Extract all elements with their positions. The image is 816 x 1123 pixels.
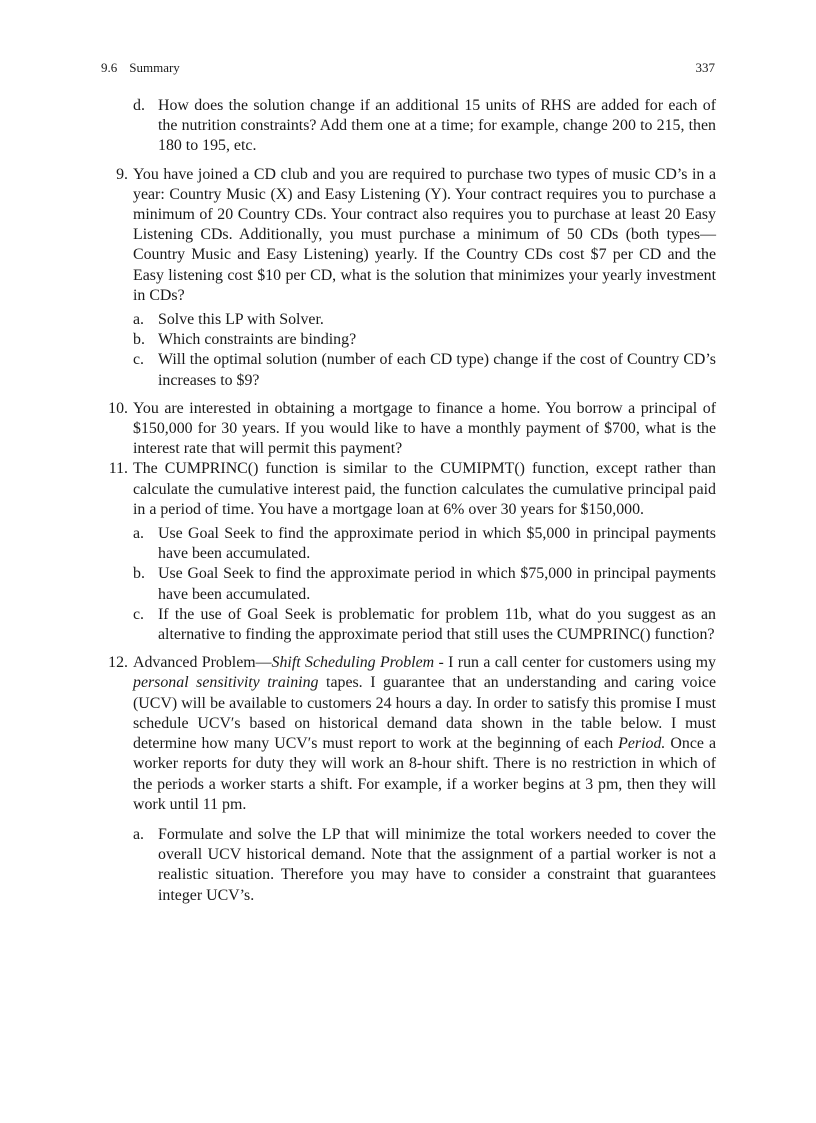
- exercise-12: [101, 653, 716, 905]
- exercise-number: 10.: [108, 399, 128, 417]
- exercise-12a: [133, 825, 716, 906]
- sub-item-label: c.: [133, 605, 145, 623]
- exercise-11a: [133, 524, 716, 564]
- sub-item-text: How does the solution change if an additional 15 units of RHS are added for each of the nutrition constraints? Add them one at a time; for example, change 200 to 215, then 180 to 195, etc.: [158, 97, 716, 155]
- exercise-intro: Advanced Problem—: [133, 654, 272, 672]
- sub-item-text: Will the optimal solution (number of each CD type) change if the cost of Country CD’s increases to $9?: [158, 351, 716, 389]
- sub-item-label: a.: [133, 311, 145, 329]
- section-number: 9.6: [101, 60, 118, 75]
- problem-title: Shift Scheduling Problem: [271, 654, 435, 672]
- sub-item-label: b.: [133, 565, 145, 583]
- sub-item-label: d.: [133, 97, 145, 114]
- sub-item-text: Use Goal Seek to find the approximate period in which $75,000 in principal payments have been accumulated.: [158, 565, 716, 603]
- exercise-number: 9.: [116, 165, 128, 183]
- exercise-text: You have joined a CD club and you are required to purchase two types of music CD’s in a year: Country Music (X) and Easy Listening (Y). Your contract requires you to purchase a minimum of 20 Country CDs. Your contract also requires you to purchase at least 20 Easy Listening CDs. Additionally, you must purchase a minimum of 50 CDs (both types—Country Music and Easy Listening) yearly. If the Country CDs cost $7 per CD and the Easy listening cost $10 per CD, what is the solution that minimizes your yearly investment in CDs?: [133, 165, 716, 304]
- sub-item-text: Solve this LP with Solver.: [158, 311, 324, 329]
- exercise-11b: [133, 564, 716, 604]
- exercise-9b: [133, 330, 716, 350]
- sub-item-text: Use Goal Seek to find the approximate period in which $5,000 in principal payments have been accumulated.: [158, 525, 716, 563]
- exercise-9: [101, 165, 716, 391]
- section-heading: [101, 60, 180, 76]
- sub-item-label: a.: [133, 825, 145, 843]
- running-header: [101, 60, 715, 80]
- exercise-9a: [133, 310, 716, 330]
- sub-item-text: Which constraints are binding?: [158, 331, 357, 349]
- exercise-number: 11.: [108, 460, 128, 478]
- sub-item-label: b.: [133, 331, 145, 349]
- italic-phrase: personal sensitivity training: [133, 674, 319, 692]
- section-title: Summary: [129, 60, 180, 75]
- sub-item-text: Formulate and solve the LP that will minimize the total workers needed to cover the overall UCV historical demand. Note that the assignment of a partial worker is not a realistic situation. Therefore you may have to consider a constraint that guarantees integer UCV’s.: [158, 825, 716, 904]
- text-segment: Once a worker reports for duty they will work an 8-hour shift. There is no restriction in which of the periods a worker starts a shift. For example, if a worker begins at 3 pm, then they will work until 11 pm.: [133, 735, 717, 813]
- exercise-8-continued: [101, 96, 716, 157]
- exercise-11c: [133, 605, 716, 645]
- page-body: [101, 96, 716, 906]
- page-number: 337: [695, 60, 715, 75]
- exercise-number: 12.: [108, 654, 128, 672]
- sub-item-label: c.: [133, 351, 145, 369]
- exercise-text: The CUMPRINC() function is similar to the CUMIPMT() function, except rather than calculate the cumulative interest paid, the function calculates the cumulative principal paid in a period of time. You have a mortgage loan at 6% over 30 years for $150,000.: [133, 460, 716, 518]
- exercise-text: [133, 653, 716, 815]
- exercise-9c: [133, 350, 716, 390]
- sub-item-text: If the use of Goal Seek is problematic for problem 11b, what do you suggest as an alternative to finding the approximate period that still uses the CUMPRINC() function?: [158, 605, 716, 644]
- exercise-11: [101, 459, 716, 645]
- exercise-text: You are interested in obtaining a mortgage to finance a home. You borrow a principal of $150,000 for 30 years. If you would like to have a monthly payment of $700, what is the interest rate that will permit this payment?: [133, 399, 716, 458]
- sub-item-label: a.: [133, 525, 145, 543]
- text-segment: - I run a call center for customers using my: [434, 654, 716, 672]
- exercise-10: [101, 399, 716, 460]
- text-segment: tapes. I guarantee that an understanding and caring voice (UCV) will be available to customers 24 hours a day. In order to satisfy this promise I must schedule UCV′s based on historical demand data shown in the table below. I must determine how many UCV′s must report to work at the beginning of each: [133, 674, 716, 753]
- exercise-8d: [133, 96, 716, 157]
- italic-term: Period.: [618, 735, 666, 753]
